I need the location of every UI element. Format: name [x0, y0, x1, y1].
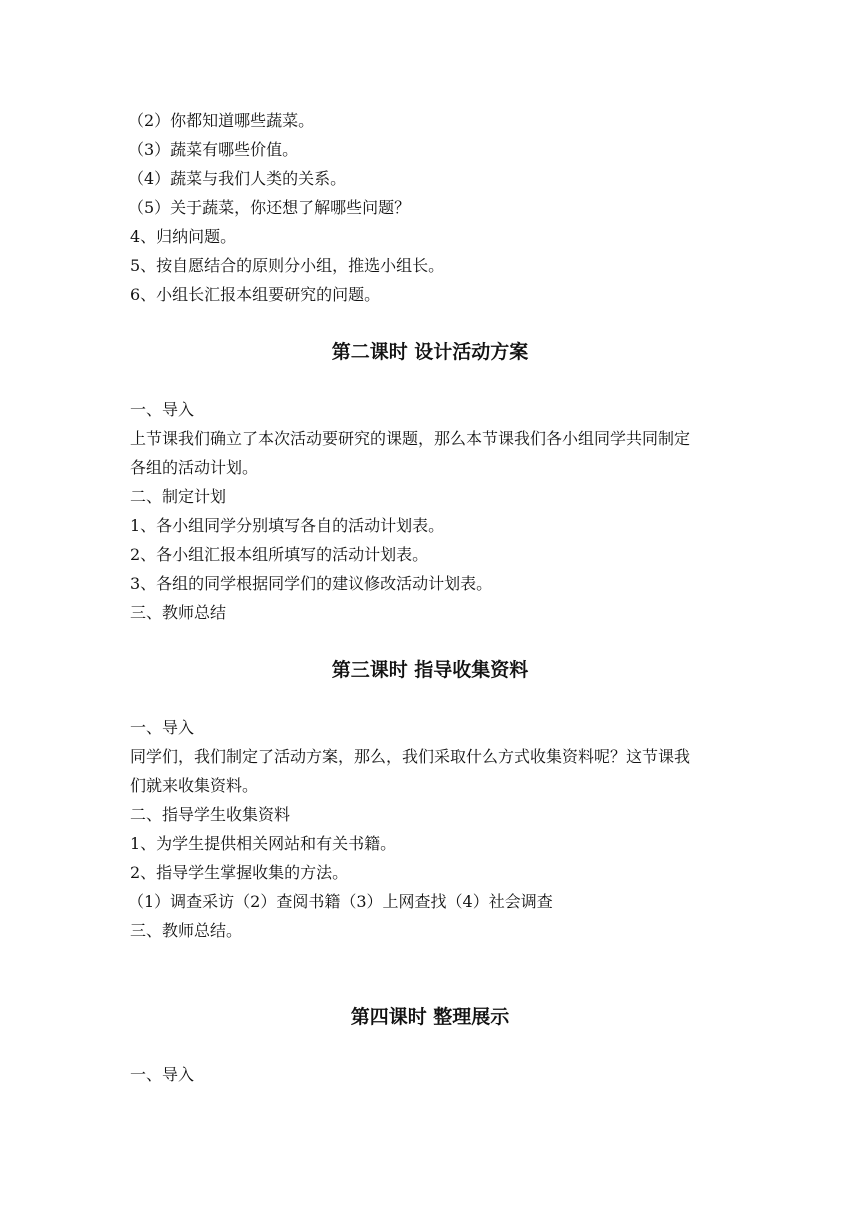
text-line: 一、导入	[130, 718, 195, 737]
text-line: （1）调查采访（2）查阅书籍（3）上网查找（4）社会调查	[128, 892, 553, 911]
text-line: 们就来收集资料。	[130, 776, 259, 795]
text-line: （4）蔬菜与我们人类的关系。	[128, 169, 347, 188]
text-line: 4、归纳问题。	[130, 227, 237, 246]
section-heading: 第三课时 指导收集资料	[331, 659, 529, 681]
text-line: 2、指导学生掌握收集的方法。	[130, 863, 349, 882]
section-heading: 第二课时 设计活动方案	[331, 341, 529, 363]
text-line: 二、指导学生收集资料	[130, 805, 291, 824]
text-line: 6、小组长汇报本组要研究的问题。	[130, 285, 381, 304]
text-line: （3）蔬菜有哪些价值。	[128, 140, 299, 159]
text-line: 同学们，我们制定了活动方案，那么，我们采取什么方式收集资料呢？这节课我	[130, 747, 691, 766]
text-line: 3、各组的同学根据同学们的建议修改活动计划表。	[130, 574, 493, 593]
text-line: 1、各小组同学分别填写各自的活动计划表。	[130, 516, 445, 535]
text-line: 三、教师总结	[130, 603, 227, 622]
text-line: 一、导入	[130, 400, 195, 419]
text-line: 二、制定计划	[130, 487, 227, 506]
text-line: 1、为学生提供相关网站和有关书籍。	[130, 834, 397, 853]
text-line: 5、按自愿结合的原则分小组，推选小组长。	[130, 256, 445, 275]
text-line: 三、教师总结。	[130, 921, 243, 940]
text-line: 一、导入	[130, 1065, 195, 1084]
text-line: （5）关于蔬菜，你还想了解哪些问题？	[128, 198, 411, 217]
text-line: 上节课我们确立了本次活动要研究的课题，那么本节课我们各小组同学共同制定	[130, 429, 691, 448]
text-line: 各组的活动计划。	[130, 458, 259, 477]
section-heading: 第四课时 整理展示	[350, 1006, 510, 1028]
text-line: 2、各小组汇报本组所填写的活动计划表。	[130, 545, 429, 564]
text-line: （2）你都知道哪些蔬菜。	[128, 111, 315, 130]
